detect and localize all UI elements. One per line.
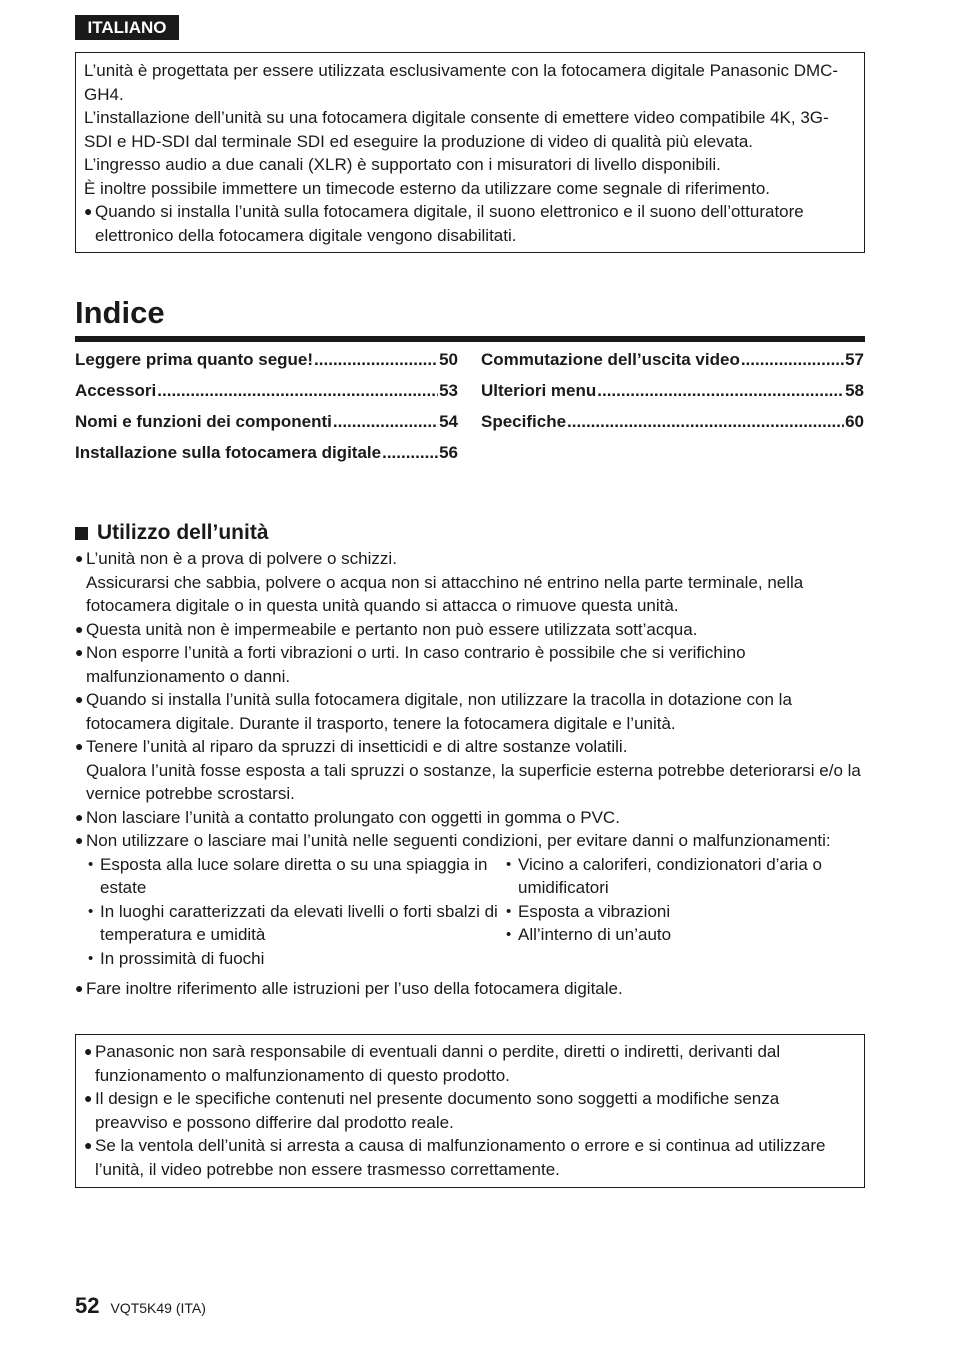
- small-bullet-icon: •: [88, 902, 94, 920]
- bullet-dot-icon: ●: [75, 738, 84, 754]
- small-bullet-icon: •: [506, 902, 512, 920]
- bullet-dot-icon: ●: [75, 980, 84, 996]
- intro-box: [75, 52, 865, 253]
- condition-item: • All’interno di un’auto: [506, 923, 878, 947]
- bullet-dot-icon: ●: [75, 644, 84, 660]
- title-divider: [75, 336, 865, 342]
- toc-entry[interactable]: Specifiche ..... 60: [481, 410, 864, 441]
- intro-paragraph: È inoltre possibile immettere un timecode esterno da utilizzare come segnale di riferimento.: [84, 178, 770, 198]
- page-title: Indice: [75, 295, 165, 330]
- list-item: ● Fare inoltre riferimento alle istruzioni per l’uso della fotocamera digitale.: [75, 977, 865, 1001]
- bullet-dot-icon: ●: [84, 1137, 93, 1153]
- bullet-dot-icon: ●: [75, 620, 84, 637]
- condition-item: • Vicino a caloriferi, condizionatori d’aria o umidificatori: [506, 853, 878, 900]
- list-item: ● Non esporre l’unità a forti vibrazioni o urti. In caso contrario è possibile che si verifichino malfunzionamento o danni.: [75, 641, 865, 688]
- condition-item: • Esposta alla luce solare diretta o su una spiaggia in estate: [88, 853, 506, 900]
- intro-bullet: ● Quando si installa l’unità sulla fotocamera digitale, il suono elettronico e il suono dell’otturatore elettronico della fotocamera digitale vengono disabilitati.: [84, 200, 856, 247]
- list-item: ● Questa unità non è impermeabile e pertanto non può essere utilizzata sott’acqua.: [75, 618, 865, 642]
- intro-paragraph: L’unità è progettata per essere utilizzata esclusivamente con la fotocamera digitale Panasonic DMC-GH4.: [84, 61, 839, 104]
- small-bullet-icon: •: [88, 949, 94, 967]
- list-item: ● Quando si installa l’unità sulla fotocamera digitale, non utilizzare la tracolla in dotazione con la fotocamera digitale. Durante il trasporto, tenere la fotocamera digitale e l’unità.: [75, 688, 865, 735]
- toc-left-column: [75, 348, 458, 472]
- list-item: ● Non lasciare l’unità a contatto prolungato con oggetti in gomma o PVC.: [75, 806, 865, 830]
- page-footer: [75, 1293, 206, 1319]
- intro-paragraph: L’installazione dell’unità su una fotocamera digitale consente di emettere video compatibile 4K, 3G-SDI e HD-SDI dal terminale SDI ed eseguire la produzione di video di qualità più elevata.: [84, 108, 829, 151]
- conditions-left: [88, 853, 506, 971]
- small-bullet-icon: •: [506, 926, 512, 943]
- condition-item: • In prossimità di fuochi: [88, 947, 506, 971]
- small-bullet-icon: •: [506, 855, 512, 873]
- bullet-dot-icon: ●: [84, 1043, 93, 1059]
- condition-item: • In luoghi caratterizzati da elevati livelli o forti sbalzi di temperatura e umidità: [88, 900, 506, 947]
- toc-entry[interactable]: Commutazione dell’uscita video ..... 57: [481, 348, 864, 379]
- note-item: ● Se la ventola dell’unità si arresta a causa di malfunzionamento o errore e si continua ad utilizzare l’unità, il video potrebbe non essere trasmesso correttamente.: [84, 1134, 856, 1181]
- intro-paragraph: L’ingresso audio a due canali (XLR) è supportato con i misuratori di livello disponibili.: [84, 155, 721, 174]
- toc-entry[interactable]: Installazione sulla fotocamera digitale ..... 56: [75, 441, 458, 472]
- language-badge: ITALIANO: [75, 15, 179, 40]
- bullet-dot-icon: ●: [84, 203, 93, 219]
- bullet-dot-icon: ●: [84, 1090, 93, 1106]
- document-code: VQT5K49 (ITA): [110, 1300, 206, 1316]
- toc-entry[interactable]: Accessori ..... 53: [75, 379, 458, 410]
- list-item: ● Tenere l’unità al riparo da spruzzi di insetticidi e di altre sostanze volatili. Qualora l’unità fosse esposta a tali spruzzi o sostanze, la superficie esterna potrebbe deteriorarsi e/o la vernice potrebbe scrostarsi.: [75, 735, 865, 806]
- bullet-dot-icon: ●: [75, 691, 84, 707]
- note-item: ● Panasonic non sarà responsabile di eventuali danni o perdite, diretti o indiretti, derivanti dal funzionamento o malfunzionamento di questo prodotto.: [84, 1040, 856, 1087]
- conditions-grid: [75, 853, 865, 971]
- page-number: 52: [75, 1293, 100, 1318]
- small-bullet-icon: •: [88, 855, 94, 873]
- list-item: ● L’unità non è a prova di polvere o schizzi. Assicurarsi che sabbia, polvere o acqua non si attacchino né entrino nella parte terminale, nella fotocamera digitale o in questa unità quando si attacca o rimuove questa unità.: [75, 547, 865, 618]
- toc-entry[interactable]: Nomi e funzioni dei componenti ..... 54: [75, 410, 458, 441]
- notes-box: [75, 1034, 865, 1188]
- conditions-right: [506, 853, 878, 971]
- bullet-dot-icon: ●: [75, 832, 84, 848]
- square-bullet-icon: [75, 527, 88, 540]
- toc-entry[interactable]: Ulteriori menu ..... 58: [481, 379, 864, 410]
- usage-list: [75, 547, 865, 1001]
- bullet-dot-icon: ●: [75, 550, 84, 566]
- note-item: ● Il design e le specifiche contenuti nel presente documento sono soggetti a modifiche senza preavviso e possono differire dal prodotto reale.: [84, 1087, 856, 1134]
- toc-right-column: [481, 348, 864, 441]
- toc-entry[interactable]: Leggere prima quanto segue! ..... 50: [75, 348, 458, 379]
- condition-item: • Esposta a vibrazioni: [506, 900, 878, 924]
- section-title: Utilizzo dell’unità: [97, 521, 269, 544]
- bullet-dot-icon: ●: [75, 808, 84, 825]
- list-item: ● Non utilizzare o lasciare mai l’unità nelle seguenti condizioni, per evitare danni o malfunzionamenti:: [75, 829, 865, 853]
- section-heading: [75, 519, 269, 547]
